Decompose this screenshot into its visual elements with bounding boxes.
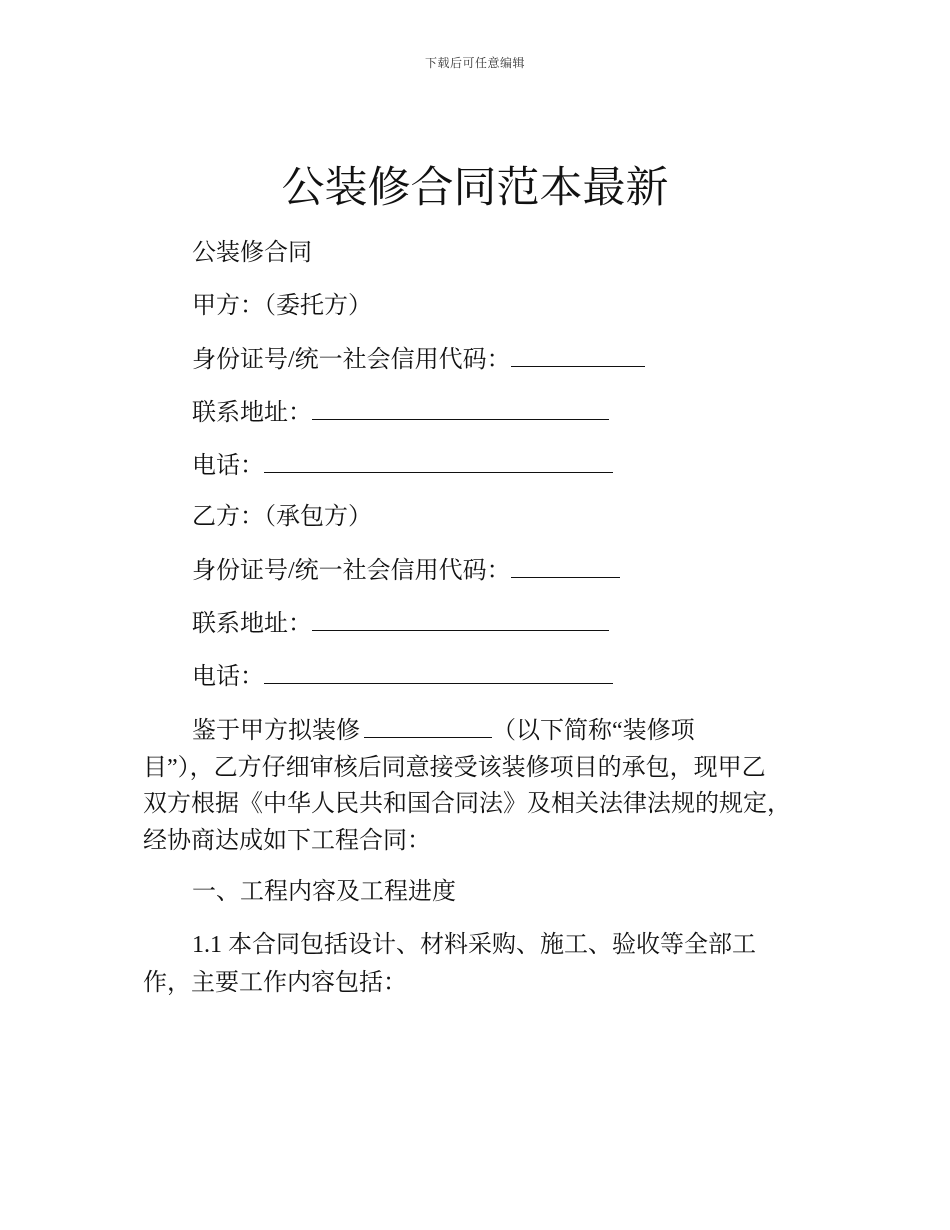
document-title: 公装修合同范本最新 bbox=[281, 165, 669, 212]
recitals-line-2: 目”），乙方仔细审核后同意接受该装修项目的承包，现甲乙 bbox=[143, 755, 766, 781]
section-1-heading: 一、工程内容及工程进度 bbox=[192, 879, 456, 905]
party-b-address-row bbox=[192, 610, 609, 637]
party-b-label: 乙方：（承包方） bbox=[192, 504, 372, 530]
clause-1-1-line-1: 1.1 本合同包括设计、材料采购、施工、验收等全部工 bbox=[192, 932, 756, 958]
recitals-line-1 bbox=[192, 717, 695, 744]
clause-1-1-line-2: 作，主要工作内容包括： bbox=[143, 970, 407, 996]
party-a-address-label: 联系地址： bbox=[192, 400, 312, 426]
party-a-address-blank bbox=[312, 399, 609, 420]
party-a-address-row bbox=[192, 399, 609, 426]
recitals-line-4: 经协商达成如下工程合同： bbox=[143, 828, 431, 854]
party-b-id-label: 身份证号/统一社会信用代码： bbox=[192, 558, 511, 584]
recitals-text-before-blank: 鉴于甲方拟装修 bbox=[192, 718, 360, 744]
party-b-phone-row bbox=[192, 663, 613, 690]
party-a-id-label: 身份证号/统一社会信用代码： bbox=[192, 347, 511, 373]
recitals-text-after-blank: （以下简称“装修项 bbox=[492, 718, 695, 744]
recitals-line-3: 双方根据《中华人民共和国合同法》及相关法律法规的规定， bbox=[143, 791, 791, 817]
page-header-note: 下载后可任意编辑 bbox=[424, 56, 525, 70]
party-a-id-row bbox=[192, 346, 645, 373]
contract-heading: 公装修合同 bbox=[192, 240, 312, 266]
party-a-phone-row bbox=[192, 452, 613, 479]
party-b-phone-blank bbox=[264, 663, 613, 684]
project-name-blank bbox=[364, 717, 492, 738]
party-a-phone-blank bbox=[264, 452, 613, 473]
party-b-id-blank bbox=[511, 557, 620, 578]
party-b-phone-label: 电话： bbox=[192, 664, 264, 690]
party-a-id-blank bbox=[511, 346, 645, 367]
party-b-address-blank bbox=[312, 610, 609, 631]
party-a-phone-label: 电话： bbox=[192, 453, 264, 479]
party-b-address-label: 联系地址： bbox=[192, 611, 312, 637]
party-a-label: 甲方：（委托方） bbox=[192, 293, 372, 319]
party-b-id-row bbox=[192, 557, 620, 584]
